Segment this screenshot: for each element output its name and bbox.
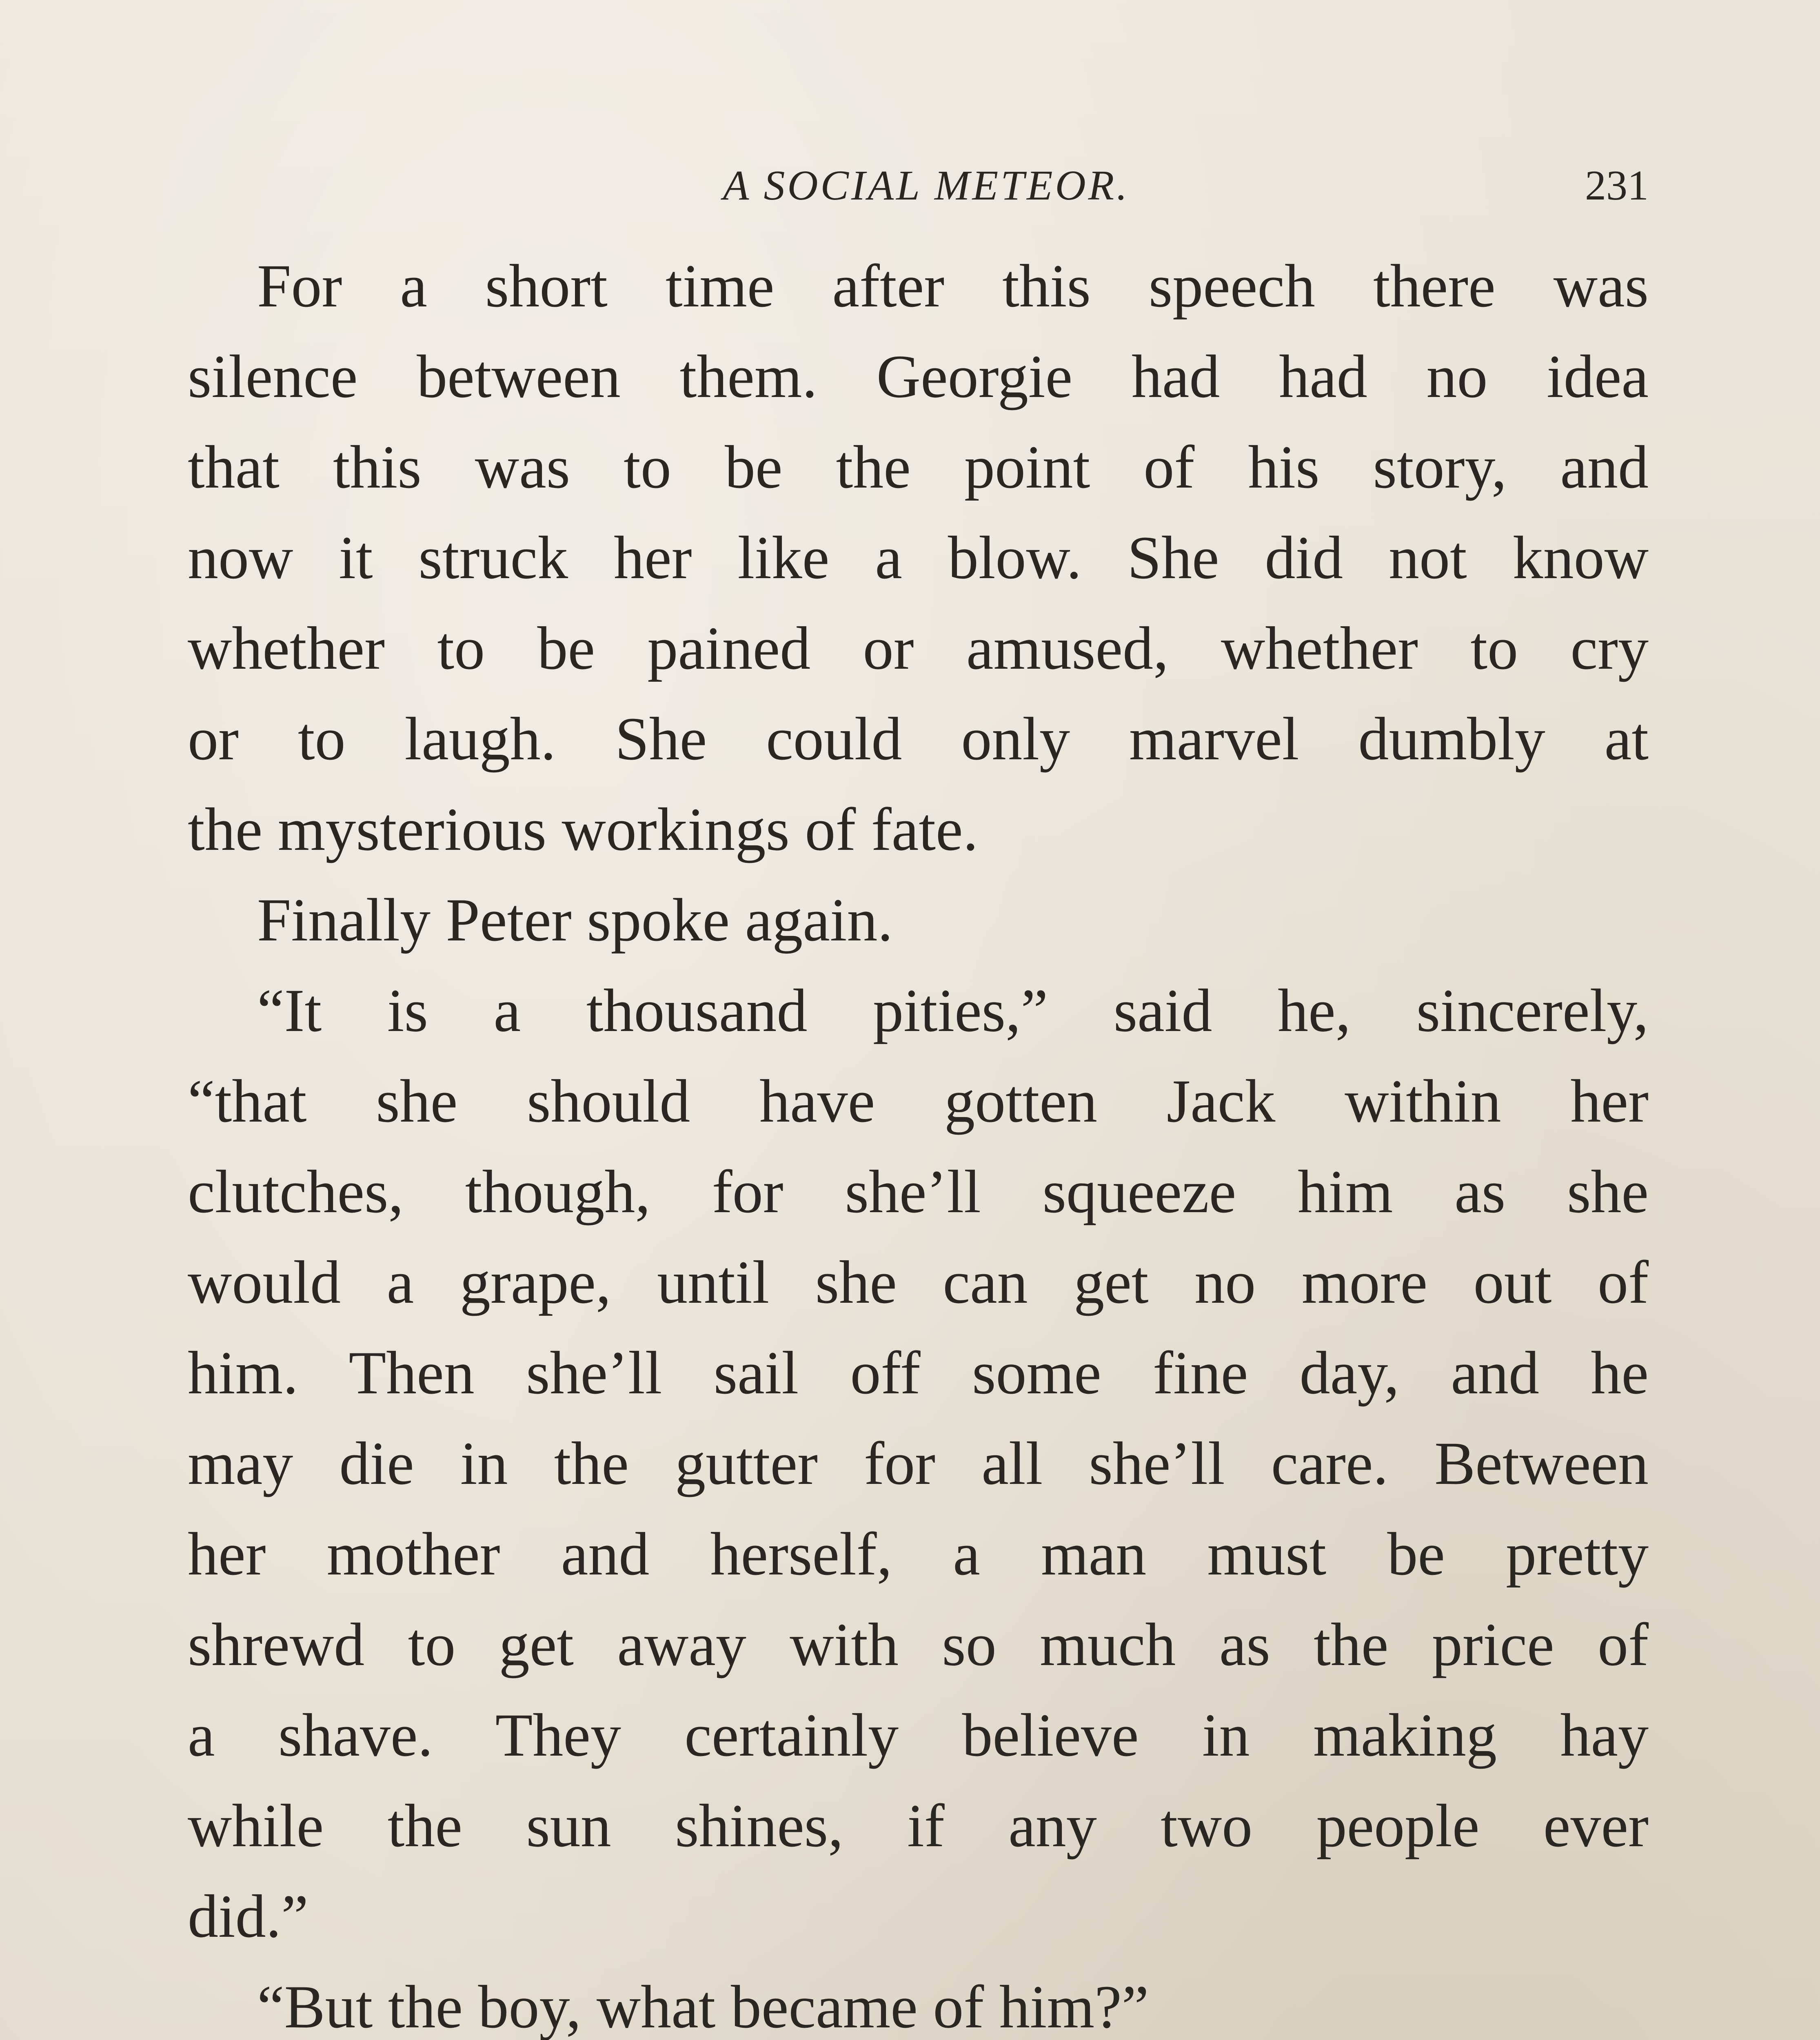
text-line: Finally Peter spoke again. xyxy=(257,886,893,954)
text-line: or to laugh. She could only marvel dumbly at xyxy=(188,705,1649,773)
text-line: her mother and herself, a man must be pretty xyxy=(188,1520,1649,1588)
text-line: that this was to be the point of his story, and xyxy=(188,433,1649,501)
text-line: while the sun shines, if any two people ever xyxy=(188,1792,1649,1860)
text-line: silence between them. Georgie had had no idea xyxy=(188,343,1649,410)
body-text xyxy=(188,241,1649,2040)
text-line: For a short time after this speech there was xyxy=(257,252,1649,320)
text-line: “It is a thousand pities,” said he, sincerely, xyxy=(257,977,1649,1044)
page-header xyxy=(204,155,1649,216)
text-line: clutches, though, for she’ll squeeze him as she xyxy=(188,1158,1649,1226)
text-line: “that she should have gotten Jack within her xyxy=(188,1067,1649,1135)
text-line: now it struck her like a blow. She did not know xyxy=(188,524,1649,592)
text-line: would a grape, until she can get no more out of xyxy=(188,1248,1649,1316)
text-line: him. Then she’ll sail off some fine day, and he xyxy=(188,1339,1649,1407)
text-line: whether to be pained or amused, whether to cry xyxy=(188,614,1649,682)
text-line: “But the boy, what became of him?” xyxy=(257,1973,1149,2040)
page-number: 231 xyxy=(1585,162,1649,209)
text-line: did.” xyxy=(188,1883,309,1950)
text-line: a shave. They certainly believe in making hay xyxy=(188,1701,1649,1769)
text-line: shrewd to get away with so much as the price of xyxy=(188,1611,1649,1679)
text-line: may die in the gutter for all she’ll care. Between xyxy=(188,1430,1649,1497)
running-head: A SOCIAL METEOR. xyxy=(723,162,1130,209)
text-line: the mysterious workings of fate. xyxy=(188,796,979,863)
